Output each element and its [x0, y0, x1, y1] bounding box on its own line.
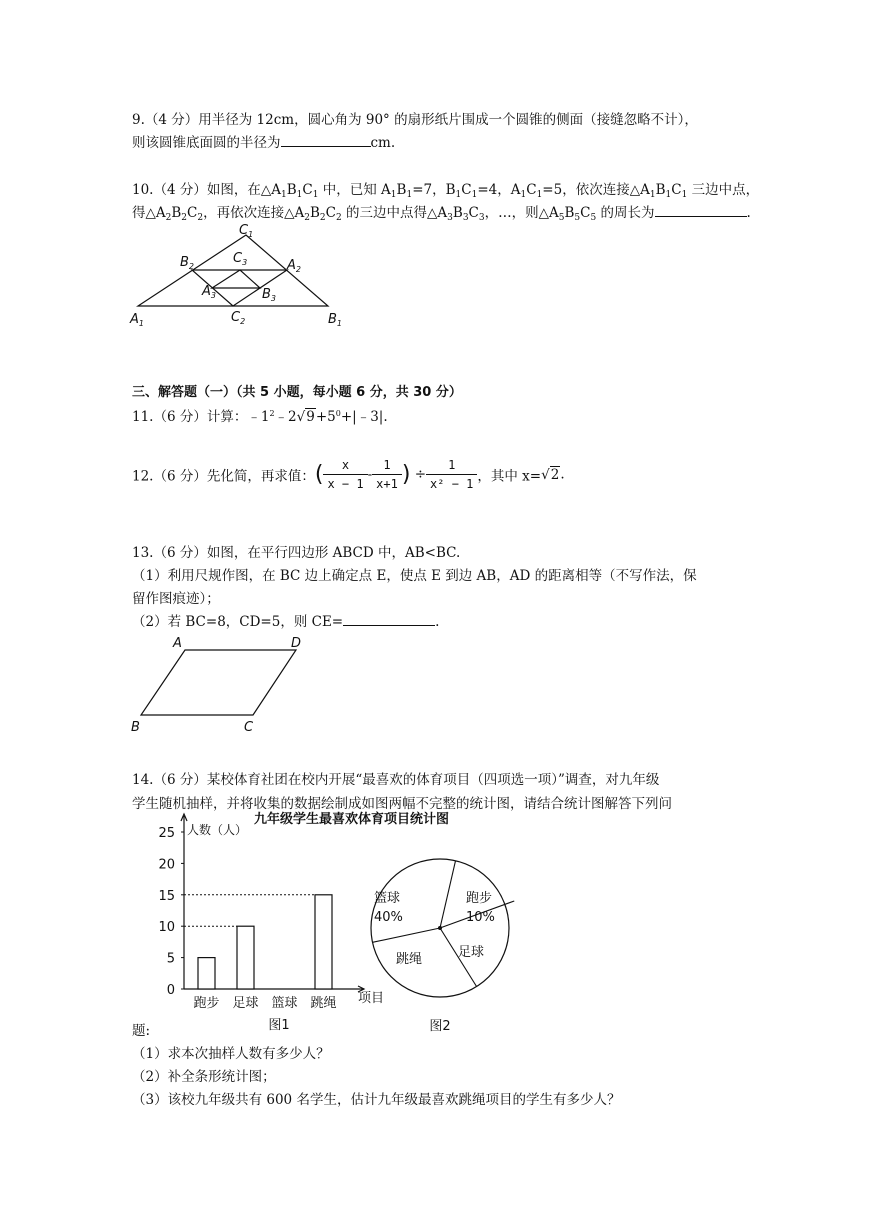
q12-f1-den: x − 1	[327, 477, 364, 491]
label-B2: B	[180, 255, 189, 270]
q12-f2-den: x+1	[376, 477, 398, 491]
q11	[132, 405, 388, 425]
label-B3: B	[262, 287, 271, 302]
x-axis-label: 项目	[358, 991, 385, 1006]
q14-line3: 题:	[132, 1023, 151, 1039]
label-C2: C	[231, 310, 241, 325]
q14-question-3: （3）该校九年级共有 600 名学生，估计九年级最喜欢跳绳项目的学生有多少人？	[132, 1092, 621, 1108]
label-A1: A	[130, 312, 139, 327]
q14-line2: 学生随机抽样，并将收集的数据绘制成如图两幅不完整的统计图，请结合统计图解答下列问	[132, 796, 672, 812]
y-tick-label: 0	[166, 983, 175, 998]
label-C: C	[244, 720, 254, 735]
chart-title: 九年级学生最喜欢体育项目统计图	[254, 812, 450, 827]
section-3-heading: 三、解答题（一）（共 5 小题，每小题 6 分，共 30 分）	[132, 385, 462, 400]
q12-pre: 12.（6 分）先化简，再求值：	[132, 468, 315, 485]
q9-line2-post: cm.	[370, 135, 396, 151]
x-tick-label: 足球	[232, 996, 259, 1011]
q11-sqrt: √9	[296, 409, 315, 425]
label-B3-sub: 3	[270, 294, 277, 303]
svg-text:B3	[262, 287, 276, 303]
y-axis-label: 人数（人）	[187, 823, 248, 837]
x-tick-label: 跳绳	[310, 996, 337, 1011]
q12: 12.（6 分）先化简，再求值：( $\frac{x}{x - 1}$ - $\frac{1}{x+1}$ ) ÷ $\frac{1}{\text{x² − 1}}$ ，其中 x=√2.	[132, 458, 565, 491]
parallelogram-ABCD	[141, 650, 296, 715]
q13-line4-post: .	[435, 614, 440, 630]
pie-center	[438, 926, 442, 930]
label-C3: C	[233, 251, 243, 266]
q12-post: ，其中 x=	[477, 468, 542, 485]
q11-mid: ﹣2	[274, 409, 297, 425]
q13-parallelogram-figure	[128, 633, 318, 738]
q12-radicand: 2	[550, 466, 560, 483]
label-C1-sub: 1	[248, 230, 254, 239]
q12-f2-num: 1	[372, 456, 402, 475]
q12-fraction-2	[372, 456, 402, 493]
q12-fraction-1	[323, 456, 367, 493]
label-B2-sub: 2	[188, 262, 195, 271]
q13-answer-blank[interactable]	[343, 612, 435, 627]
pie-label-跳绳: 跳绳	[396, 952, 423, 967]
q9-line2	[132, 131, 395, 151]
q12-fraction-3	[426, 456, 477, 493]
svg-text:B2	[180, 255, 194, 271]
pie-value-篮球: 40%	[374, 910, 403, 925]
svg-text:A1	[129, 312, 144, 328]
pie-label-足球: 足球	[458, 945, 485, 960]
q11-mid2: +5	[315, 409, 336, 425]
q10-line1: 10.（4 分）如图，在$\triangle A_1B_1C_1$ 中，已知 $A_1B_1=7$，$B_1C_1=4$，$A_1C_1=5$，依次连接$\triangle A_1B_1C_1$ 三边中点，	[132, 182, 760, 200]
triangle-A3B3C3	[212, 270, 260, 288]
q11-sup2: 0	[335, 409, 341, 418]
bar-跳绳	[315, 895, 332, 989]
label-C2-sub: 2	[240, 317, 246, 326]
q10-intro: 10.（4 分）如图，在△A	[132, 182, 281, 198]
x-tick-label: 篮球	[271, 996, 298, 1011]
y-tick-label: 15	[158, 888, 175, 904]
svg-text:C3	[233, 251, 247, 267]
q14-question-2: （2）补全条形统计图；	[132, 1069, 276, 1085]
label-A: A	[173, 636, 182, 651]
label-C1: C	[239, 223, 249, 238]
fig1-caption: 图1	[268, 1018, 290, 1033]
svg-text:C1	[239, 223, 253, 239]
label-D: D	[291, 636, 302, 651]
pie-label-跑步: 跑步	[466, 891, 493, 906]
q13-line4	[132, 610, 439, 630]
y-tick-label: 5	[166, 951, 175, 967]
label-A3-sub: 3	[210, 291, 216, 300]
q12-sqrt: √2	[541, 466, 560, 483]
q12-end: .	[560, 466, 565, 483]
pie-value-跑步: 10%	[466, 910, 495, 925]
bar-跑步	[198, 958, 215, 989]
q11-post: +|﹣3|.	[340, 409, 388, 425]
q10-line2: 得$\triangle A_2B_2C_2$，再依次连接$\triangle A_2B_2C_2$ 的三边中点得$\triangle A_3B_3C_3$，…，则$\triangle A_5B_5C_5$ 的周长为 .	[132, 201, 751, 223]
label-B1-sub: 1	[336, 319, 343, 328]
label-A1-sub: 1	[138, 319, 144, 328]
q11-radicand: 9	[306, 409, 315, 425]
svg-text:B1	[328, 312, 342, 328]
pie-label-篮球: 篮球	[374, 891, 401, 906]
q9-line2-pre: 则该圆锥底面圆的半径为	[132, 135, 281, 151]
y-tick-label: 10	[158, 920, 175, 936]
label-A3: A	[202, 284, 211, 299]
label-A2-sub: 2	[295, 265, 301, 274]
svg-text:C2	[231, 310, 245, 326]
q11-pre: 11.（6 分）计算：﹣1	[132, 409, 270, 425]
q12-f1-num: x	[323, 456, 367, 475]
q11-sup1: 2	[269, 409, 275, 418]
q13-line4-pre: （2）若 BC=8，CD=5，则 CE=	[132, 614, 344, 630]
y-tick-label: 20	[158, 857, 175, 873]
q9-answer-blank[interactable]	[281, 133, 371, 148]
pie-chart-fig2	[362, 840, 522, 1035]
q9-line1: 9.（4 分）用半径为 12cm，圆心角为 90° 的扇形纸片围成一个圆锥的侧面（接缝忽略不计），	[132, 112, 698, 128]
q13-line1: 13.（6 分）如图，在平行四边形 ABCD 中，AB<BC.	[132, 545, 461, 561]
q10-line2-pre: 得△A	[132, 205, 166, 221]
q10-triangle-figure	[128, 222, 358, 332]
label-C3-sub: 3	[242, 258, 248, 267]
q12-f3-den: x² − 1	[430, 477, 474, 491]
x-tick-label: 跑步	[193, 996, 220, 1011]
q10-answer-blank[interactable]	[655, 203, 747, 218]
q13-line2: （1）利用尺规作图，在 BC 边上确定点 E，使点 E 到边 AB，AD 的距离相等（不写作法，保	[132, 568, 697, 584]
fig2-caption: 图2	[429, 1019, 451, 1034]
y-tick-label: 25	[158, 826, 175, 841]
label-B1: B	[328, 312, 337, 327]
svg-text:A2	[286, 258, 301, 274]
q14-line1: 14.（6 分）某校体育社团在校内开展“最喜欢的体育项目（四项选一项）”调查，对九年级	[132, 772, 660, 788]
label-B: B	[131, 720, 140, 735]
bar-足球	[237, 926, 254, 989]
q12-f3-num: 1	[426, 456, 477, 475]
q14-question-1: （1）求本次抽样人数有多少人？	[132, 1046, 330, 1062]
label-A2: A	[287, 258, 296, 273]
q13-line3: 留作图痕迹）；	[132, 591, 220, 607]
